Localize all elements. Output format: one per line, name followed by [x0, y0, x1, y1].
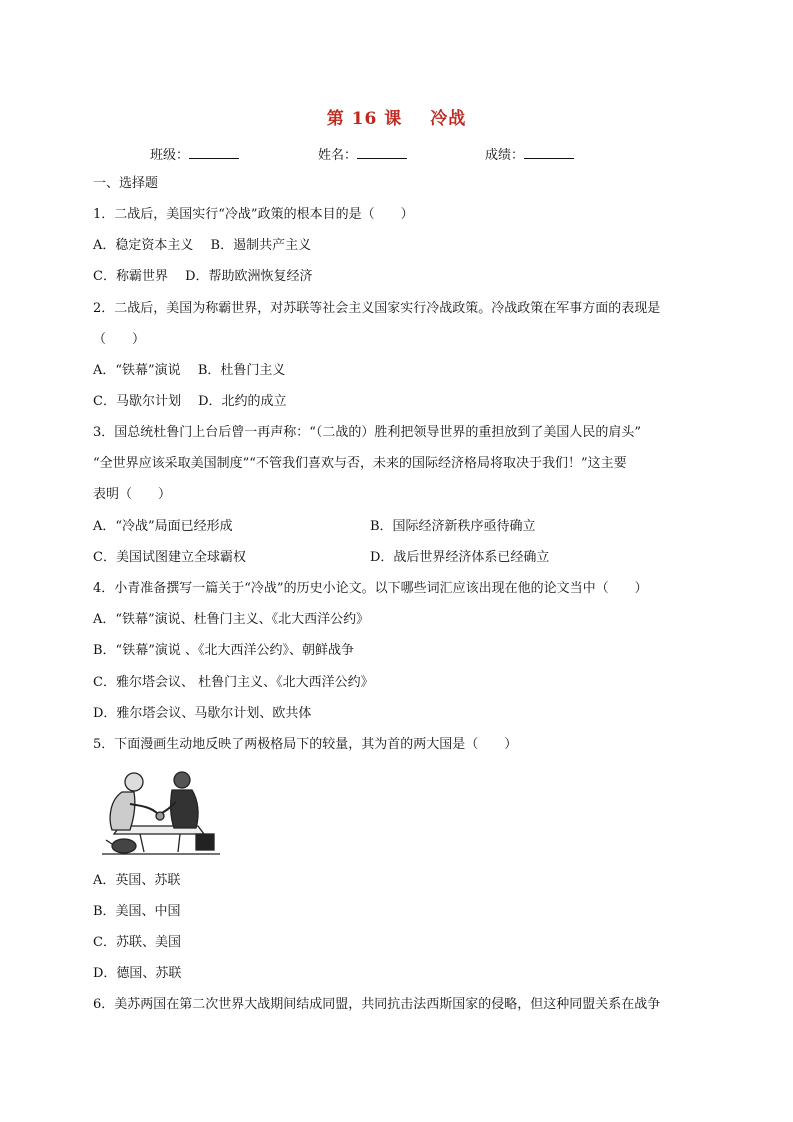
q5-option-c: C．苏联、美国 [93, 935, 181, 950]
class-label: 班级： [150, 148, 190, 163]
q5-option-d: D．德国、苏联 [93, 966, 182, 981]
q3-option-b: B．国际经济新秩序亟待确立 [370, 519, 536, 534]
q3-option-c: C．美国试图建立全球霸权 [93, 550, 246, 565]
lesson-topic: 冷战 [430, 109, 467, 129]
lesson-number: 第 16 课 [326, 109, 403, 129]
name-blank[interactable] [357, 146, 407, 159]
score-label: 成绩： [485, 148, 525, 163]
q2-options-cd: C．马歇尔计划 D．北约的成立 [93, 394, 287, 409]
section-heading: 一、选择题 [93, 176, 159, 191]
score-field [485, 144, 574, 163]
arm-wrestling-cartoon [100, 768, 222, 858]
question-3-cont: “全世界应该采取美国制度”“不管我们喜欢与否，未来的国际经济格局将取决于我们！”这主要 [93, 456, 627, 471]
q4-option-c: C．雅尔塔会议、 杜鲁门主义、《北大西洋公约》 [93, 675, 374, 690]
q4-option-a: A．“铁幕”演说、杜鲁门主义、《北大西洋公约》 [93, 612, 370, 627]
question-4: 4．小青准备撰写一篇关于“冷战”的历史小论文。以下哪些词汇应该出现在他的论文当中（ ） [93, 581, 648, 596]
q1-options-cd: C．称霸世界 D．帮助欧洲恢复经济 [93, 269, 313, 284]
name-field [318, 144, 407, 163]
class-field [150, 144, 239, 163]
q1-options-ab: A．稳定资本主义 B．遏制共产主义 [93, 238, 312, 253]
q3-option-d: D．战后世界经济体系已经确立 [370, 550, 550, 565]
class-blank[interactable] [189, 146, 239, 159]
question-3: 3．国总统杜鲁门上台后曾一再声称：“（二战的）胜利把领导世界的重担放到了美国人民的肩头” [93, 425, 642, 440]
question-5: 5．下面漫画生动地反映了两极格局下的较量，其为首的两大国是（ ） [93, 737, 518, 752]
q3-option-a: A．“冷战”局面已经形成 [93, 519, 233, 534]
q4-option-d: D．雅尔塔会议、马歇尔计划、欧共体 [93, 706, 312, 721]
question-1: 1．二战后，美国实行“冷战”政策的根本目的是（ ） [93, 207, 414, 222]
q4-option-b: B．“铁幕”演说 、《北大西洋公约》、朝鲜战争 [93, 643, 354, 658]
q5-option-b: B．美国、中国 [93, 904, 181, 919]
question-2: 2．二战后，美国为称霸世界，对苏联等社会主义国家实行冷战政策。冷战政策在军事方面的表现是 [93, 301, 661, 316]
page-title [0, 104, 793, 129]
question-6: 6．美苏两国在第二次世界大战期间结成同盟，共同抗击法西斯国家的侵略，但这种同盟关系在战争 [93, 997, 661, 1012]
name-label: 姓名： [318, 148, 358, 163]
question-2-cont: （ ） [93, 332, 146, 347]
q2-options-ab: A．“铁幕”演说 B．杜鲁门主义 [93, 363, 286, 378]
score-blank[interactable] [524, 146, 574, 159]
q5-option-a: A．英国、苏联 [93, 873, 181, 888]
question-3-cont2: 表明（ ） [93, 487, 172, 502]
